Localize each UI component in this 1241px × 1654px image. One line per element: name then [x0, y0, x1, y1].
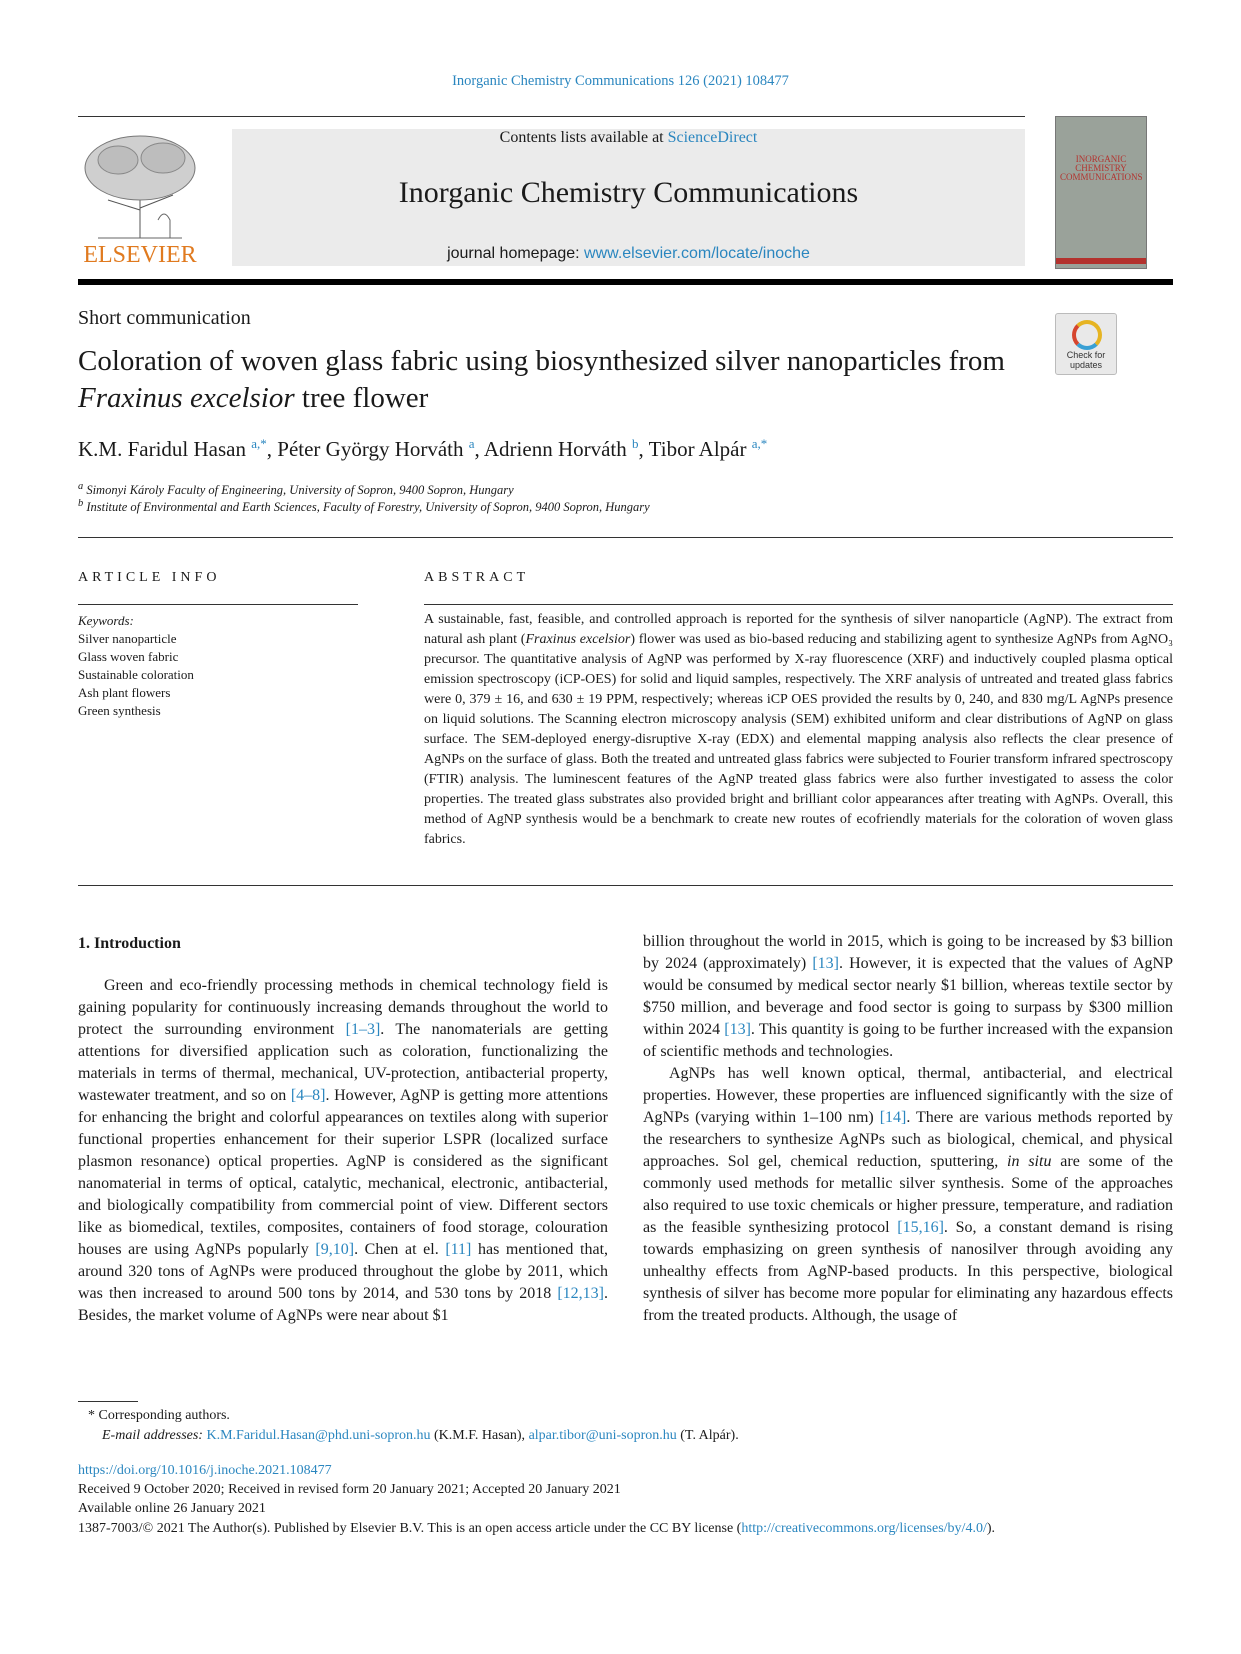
- body-text: . The nanomaterials are getting attentions for diversified application such as coloration, functionalizing the materials in terms of thermal, mechanical, UV-protection, antibacterial property, wastewater treatment, and so on: [78, 1021, 608, 1104]
- abstract-bottom-rule: [78, 885, 1173, 886]
- author-affil-mark[interactable]: a,*: [251, 436, 267, 451]
- check-updates-label: Check for updates: [1066, 350, 1106, 370]
- available-online: Available online 26 January 2021: [78, 1501, 266, 1516]
- journal-homepage: [232, 245, 1025, 263]
- author-affil-mark[interactable]: b: [632, 436, 639, 451]
- body-text: . There are various methods reported by the researchers to synthesize AgNPs such as biological, chemical, and physical approaches. Sol gel, chemical reduction, sputtering,: [643, 1109, 1174, 1170]
- citation-link[interactable]: [4–8]: [290, 1087, 326, 1104]
- keyword-item: Ash plant flowers: [78, 685, 171, 700]
- intro-paragraph: [643, 931, 1173, 1063]
- affiliation-mark: b: [78, 498, 84, 509]
- author-affil-mark[interactable]: a: [468, 436, 475, 451]
- body-column-left: [78, 975, 608, 1327]
- body-text: has mentioned that, around 320 tons of AgNPs were produced throughout the globe by 2011, which was then increased to around 500 tons by 2014, and 530 tons by 2018: [78, 1241, 609, 1302]
- journal-cover-thumbnail[interactable]: [1055, 116, 1147, 269]
- abstract-text: [424, 610, 1173, 850]
- keyword-item: Glass woven fabric: [78, 649, 179, 664]
- body-text: . However, AgNP is getting more attentions for enhancing the bright and colorful appearances on textiles along with superior functional properties enhancement for their superior LSPR (localized surface plasmon resonance) optical properties. AgNP is considered as the significant nanomaterial in terms of optical, catalytic, mechanical, electronic, antibacterial, and biologically compatibility from commercial point of view. Different sectors like as biomedical, textiles, composites, containers of food storage, colouration houses are using AgNPs popularly: [78, 1087, 608, 1258]
- title-species: Fraxinus excelsior: [78, 382, 295, 414]
- keywords-label: Keywords:: [78, 613, 134, 628]
- article-info-rule: [78, 604, 358, 605]
- corresponding-note: * Corresponding authors.: [88, 1408, 230, 1423]
- author-name[interactable]: K.M. Faridul Hasan: [78, 437, 246, 461]
- body-text: . So, a constant demand is rising towards emphasizing on green synthesis of nanosilver through avoiding any unhealthy effects from AgNP-based products. In this perspective, biological synthesis of silver has become more popular for eliminating any hazardous effects from the treated products. Although, the usage of: [643, 1219, 1173, 1324]
- title-part2: tree flower: [294, 382, 429, 414]
- masthead-thick-rule: [78, 279, 1173, 285]
- author-name[interactable]: Adrienn Horváth: [483, 437, 627, 461]
- cover-title: INORGANIC CHEMISTRY COMMUNICATIONS: [1060, 154, 1143, 182]
- author-list: K.M. Faridul Hasan $^{a,*}$, Péter György Horváth $^a$, Adrienn Horváth $^b$, Tibor Alpár $^{a,*}$: [78, 436, 768, 461]
- title-part1: Coloration of woven glass fabric using biosynthesized silver nanoparticles from: [78, 345, 1005, 377]
- contents-prefix: Contents lists available at: [499, 129, 668, 146]
- body-text: are some of the commonly used methods for metallic silver synthesis. Some of the approaches also required to use toxic chemicals or higher pressure, temperature, and radiation as the feasible synthesizing protocol: [643, 1153, 1173, 1236]
- introduction-heading: 1. Introduction: [78, 935, 181, 952]
- license-line: [78, 1521, 995, 1537]
- email-owner: (K.M.F. Hasan),: [430, 1428, 529, 1443]
- received-dates: Received 9 October 2020; Received in revised form 20 January 2021; Accepted 20 January 2021: [78, 1482, 621, 1497]
- footnote-rule: [78, 1401, 138, 1402]
- email-label: E-mail addresses:: [102, 1428, 207, 1443]
- email-link[interactable]: K.M.Faridul.Hasan@phd.uni-sopron.hu: [206, 1428, 431, 1443]
- sciencedirect-link[interactable]: ScienceDirect: [667, 129, 758, 146]
- contents-line: [232, 129, 1025, 147]
- email-line: [102, 1428, 739, 1444]
- body-text: . This quantity is going to be further increased with the expansion of scientific methods and technologies.: [643, 1021, 1174, 1060]
- author-name[interactable]: Péter György Horváth: [277, 437, 464, 461]
- affiliation-text: Institute of Environmental and Earth Sciences, Faculty of Forestry, University of Sopron, 9400 Sopron, Hungary: [86, 500, 650, 515]
- email-link[interactable]: alpar.tibor@uni-sopron.hu: [528, 1428, 677, 1443]
- abstract-rule: [424, 604, 1173, 605]
- body-text: . However, it is expected that the values of AgNP would be consumed by medical sector nearly $1 billion, whereas textile sector by $750 million, and beverage and food sector is going to surpass by $300 million within 2024: [643, 955, 1174, 1038]
- license-link[interactable]: http://creativecommons.org/licenses/by/4.0/: [741, 1521, 987, 1536]
- body-text: AgNPs has well known optical, thermal, antibacterial, and electrical properties. However, these properties are influenced significantly with the size of AgNPs (varying within 1–100 nm): [643, 1065, 1173, 1126]
- author-name[interactable]: Tibor Alpár: [648, 437, 747, 461]
- citation-link[interactable]: [13]: [724, 1021, 751, 1038]
- affiliation-mark: a: [78, 481, 84, 492]
- affiliation-text: Simonyi Károly Faculty of Engineering, University of Sopron, 9400 Sopron, Hungary: [86, 483, 514, 498]
- abstract-heading: ABSTRACT: [424, 570, 530, 585]
- homepage-prefix: journal homepage:: [447, 245, 585, 262]
- keyword-item: Sustainable coloration: [78, 667, 194, 682]
- article-info-heading: ARTICLE INFO: [78, 570, 221, 585]
- citation-link[interactable]: [9,10]: [315, 1241, 355, 1258]
- section-type: Short communication: [78, 307, 251, 329]
- keyword-item: Green synthesis: [78, 703, 161, 718]
- cover-bar: [1056, 258, 1146, 264]
- citation-link[interactable]: [12,13]: [557, 1285, 604, 1302]
- elsevier-wordmark: ELSEVIER: [83, 242, 197, 268]
- check-for-updates-button[interactable]: [1055, 313, 1117, 375]
- divider-rule: [78, 537, 1173, 538]
- journal-masthead: [232, 129, 1025, 266]
- elsevier-logo: [78, 130, 202, 268]
- body-text: billion throughout the world in 2015, which is going to be increased by $3 billion by 2024 (approximately): [643, 933, 1173, 972]
- abstract-species: Fraxinus excelsior: [525, 632, 631, 647]
- intro-paragraph: [78, 975, 608, 1327]
- citation-link[interactable]: [14]: [879, 1109, 907, 1126]
- abstract-part2: ) flower was used as bio-based reducing and stabilizing agent to synthesize AgNPs from AgNO₃ precursor. The quantitative analysis of AgNP was performed by X-ray fluorescence (XRF) and inductively coupled plasma optical emission spectroscopy (iCP-OES) for solid and liquid samples, respectively. The XRF analysis of untreated and treated glass fabrics were 0, 379 ± 16, and 630 ± 19 PPM, respectively; whereas iCP OES provided the results by 0, 240, and 830 mg/L AgNPs presence on liquid solutions. The Scanning electron microscopy analysis (SEM) exhibited uniform and clear distributions of AgNP on glass surface. The SEM-deployed energy-disruptive X-ray (EDX) and elemental mapping analysis also reflects the clear presence of AgNPs on the surface of glass. Both the treated and untreated glass fabrics were subjected to Fourier transform infrared spectroscopy (FTIR) analysis. The luminescent features of the AgNP treated glass fabrics were also further investigated to assess the color properties. The treated glass substrates also provided bright and brilliant color appearances after treating with AgNPs. Overall, this method of AgNP synthesis would be a benchmark to create new routes of ecofriendly materials for the coloration of woven glass fabrics.: [424, 632, 1174, 847]
- affiliation-a: [78, 481, 514, 498]
- header-rule: [78, 116, 1025, 117]
- check-updates-icon: [1072, 320, 1102, 350]
- affiliation-b: [78, 498, 650, 515]
- keywords-block: [78, 612, 358, 720]
- license-text: 1387-7003/© 2021 The Author(s). Published by Elsevier B.V. This is an open access article under the CC BY license (: [78, 1521, 742, 1536]
- intro-paragraph: [643, 1063, 1173, 1327]
- keyword-item: Silver nanoparticle: [78, 631, 177, 646]
- citation-link[interactable]: [15,16]: [897, 1219, 944, 1236]
- citation-link[interactable]: [1–3]: [345, 1021, 381, 1038]
- abstract-part1: A sustainable, fast, feasible, and controlled approach is reported for the synthesis of silver nanoparticle (AgNP). The extract from natural ash plant (: [424, 612, 1173, 647]
- body-text: Green and eco-friendly processing methods in chemical technology field is gaining popularity for continuously increasing demands throughout the world to protect the surrounding environment: [78, 977, 608, 1038]
- elsevier-tree-icon: [78, 130, 202, 240]
- body-text: . Besides, the market volume of AgNPs were near about $1: [78, 1285, 608, 1324]
- license-suffix: ).: [986, 1521, 996, 1536]
- body-text: . Chen at el.: [354, 1241, 446, 1258]
- homepage-link[interactable]: www.elsevier.com/locate/inoche: [584, 245, 810, 262]
- journal-name: Inorganic Chemistry Communications: [398, 176, 859, 209]
- body-column-right: [643, 931, 1173, 1327]
- journal-reference[interactable]: Inorganic Chemistry Communications 126 (2021) 108477: [452, 73, 789, 89]
- doi-link[interactable]: https://doi.org/10.1016/j.inoche.2021.108477: [78, 1463, 332, 1478]
- article-title: [78, 343, 1018, 417]
- citation-link[interactable]: [13]: [812, 955, 839, 972]
- email-owner: (T. Alpár).: [676, 1428, 739, 1443]
- author-affil-mark[interactable]: a,*: [751, 436, 768, 451]
- body-text-italic: in situ: [1007, 1153, 1052, 1170]
- citation-link[interactable]: [11]: [445, 1241, 472, 1258]
